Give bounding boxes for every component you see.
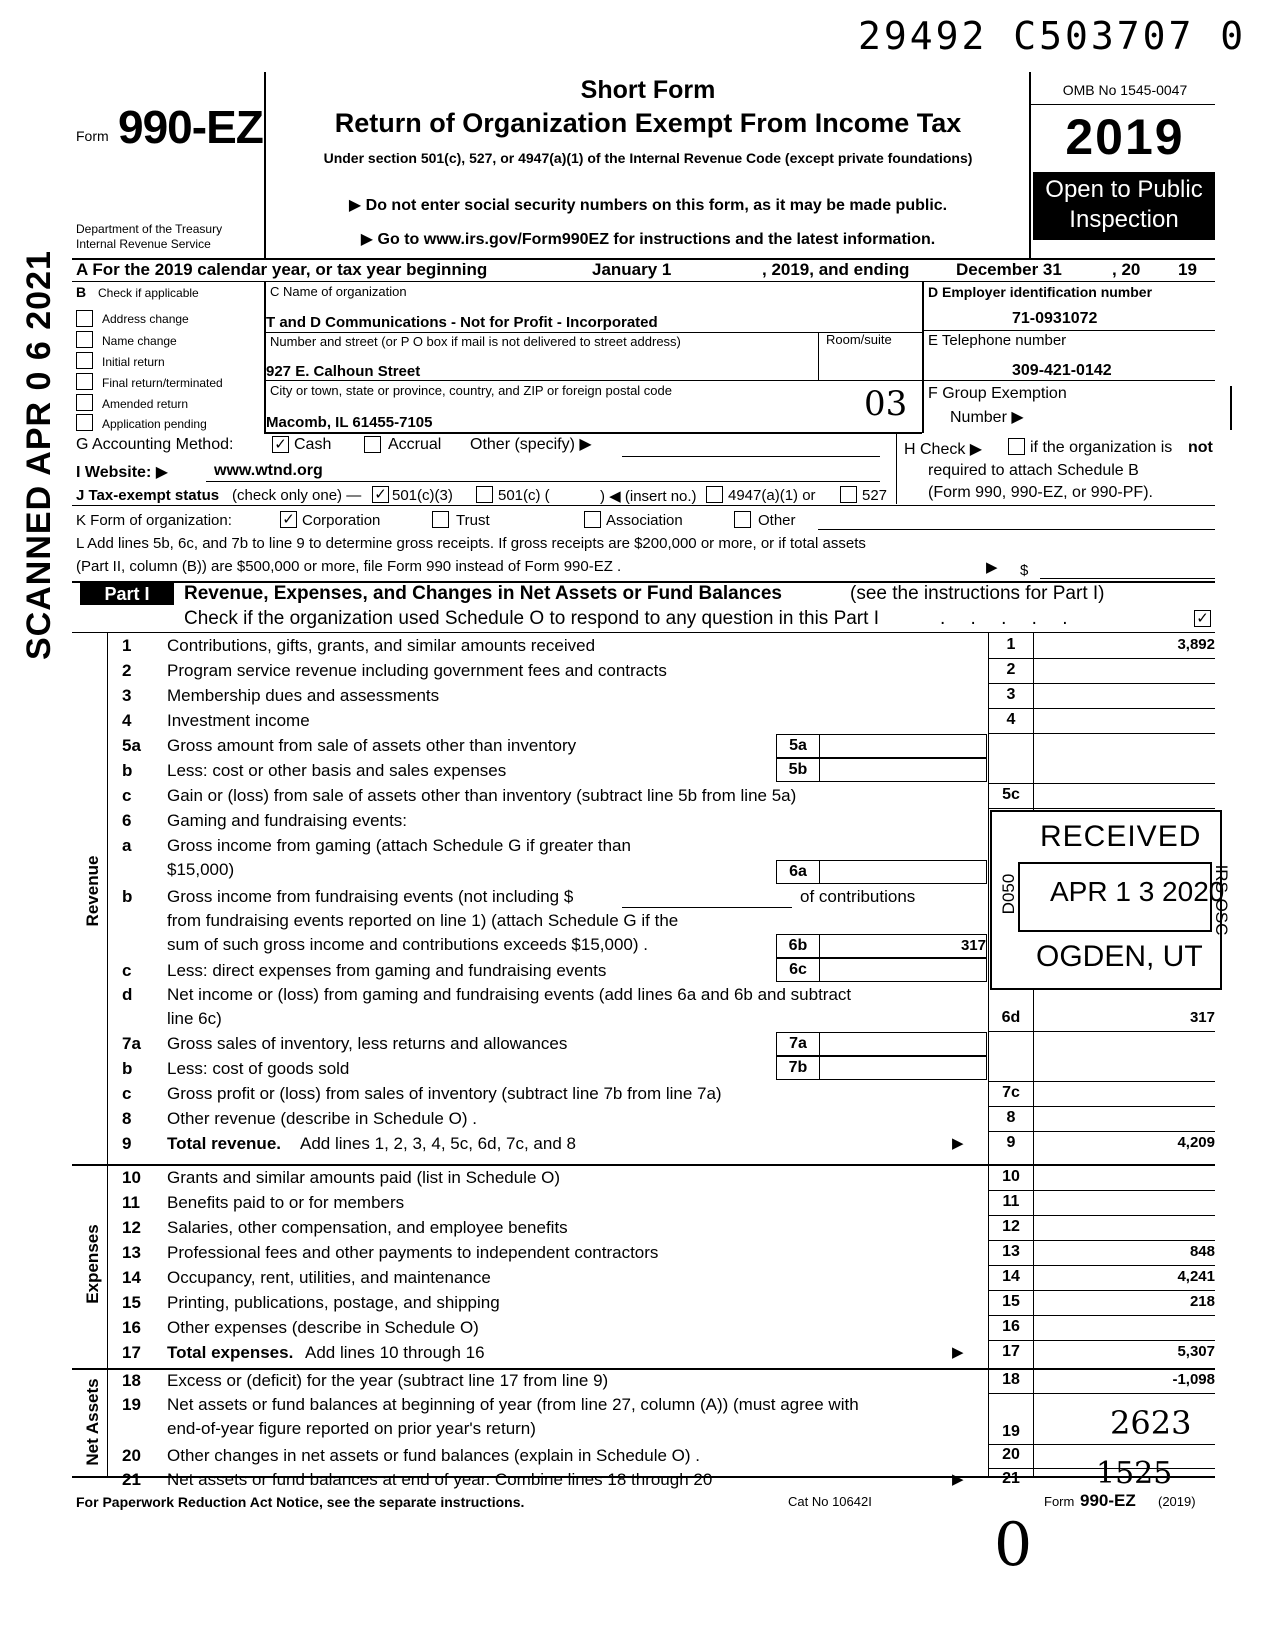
line-15: 15 Printing, publications, postage, and shipping 15 218 bbox=[122, 1293, 1215, 1312]
form-title: Return of Organization Exempt From Income Tax bbox=[334, 108, 962, 138]
phone-value[interactable]: 309-421-0142 bbox=[1012, 362, 1112, 379]
box-b-title: Check if applicable bbox=[98, 286, 199, 300]
handwritten-code: 03 bbox=[864, 384, 908, 424]
line-15-amount[interactable]: 218 bbox=[1189, 1293, 1215, 1310]
501c3-label: 501(c)(3) bbox=[392, 487, 453, 504]
part-1-title-note: (see the instructions for Part I) bbox=[850, 583, 1105, 604]
name-change-label: Name change bbox=[102, 334, 177, 348]
line-6a-box: 6a bbox=[776, 860, 820, 884]
group-exemption-number-label: Number ▶ bbox=[950, 409, 1024, 426]
scanned-stamp: SCANNED APR 0 6 2021 bbox=[20, 250, 58, 660]
line-1-amount[interactable]: 3,892 bbox=[1177, 636, 1215, 653]
line-5b-amount[interactable] bbox=[818, 758, 987, 782]
line-7c: c Gross profit or (loss) from sales of inventory (subtract line 7b from line 7a) 7c bbox=[122, 1084, 1020, 1103]
received-stamp-date: APR 1 3 2020 bbox=[1050, 876, 1225, 907]
schedule-b-checkbox[interactable] bbox=[1008, 438, 1025, 455]
line-19-cont: end-of-year figure reported on prior year's return) 19 bbox=[167, 1419, 1020, 1440]
line-14: 14 Occupancy, rent, utilities, and maintenance 14 4,241 bbox=[122, 1268, 1215, 1287]
open-to-public-text: Open to Public bbox=[1045, 176, 1203, 203]
document-locator-number: 29492 C503707 0 bbox=[858, 14, 1247, 58]
form-title-short: Short Form bbox=[580, 76, 716, 104]
line-6a-amount[interactable] bbox=[818, 860, 987, 884]
line-19-amount-handwritten[interactable]: 2623 bbox=[1110, 1404, 1192, 1442]
line-4: 4 Investment income 4 bbox=[122, 711, 1016, 730]
line-h-text-2: required to attach Schedule B bbox=[928, 462, 1139, 479]
schedule-o-checkbox[interactable]: ✓ bbox=[1194, 610, 1211, 627]
line-2: 2 Program service revenue including government fees and contracts 2 bbox=[122, 661, 1016, 680]
line-6b-box: 6b bbox=[776, 934, 820, 958]
corporation-label: Corporation bbox=[302, 512, 381, 529]
instructions-link: ▶ Go to www.irs.gov/Form990EZ for instructions and the latest information. bbox=[360, 231, 936, 248]
part-1-tag: Part I bbox=[80, 583, 174, 605]
part-1-title: Revenue, Expenses, and Changes in Net Assets or Fund Balances bbox=[184, 583, 782, 604]
amended-return-label: Amended return bbox=[102, 397, 189, 411]
line-11: 11 Benefits paid to or for members 11 bbox=[122, 1193, 1020, 1212]
line-8: 8 Other revenue (describe in Schedule O) . 8 bbox=[122, 1109, 1016, 1128]
tax-year-end: December 31 bbox=[956, 260, 1062, 279]
ssn-warning: ▶ Do not enter social security numbers on this form, as it may be made public. bbox=[348, 197, 948, 214]
line-a-mid: , 2019, and ending bbox=[762, 260, 910, 279]
org-name-label: C Name of organization bbox=[270, 284, 407, 299]
accrual-checkbox[interactable] bbox=[364, 436, 381, 453]
cash-label: Cash bbox=[294, 436, 332, 453]
expenses-side-label: Expenses bbox=[83, 1224, 102, 1304]
tax-year-begin: January 1 bbox=[592, 260, 672, 279]
line-3: 3 Membership dues and assessments 3 bbox=[122, 686, 1016, 705]
line-h-text: if the organization is bbox=[1030, 439, 1173, 456]
line-12: 12 Salaries, other compensation, and employee benefits 12 bbox=[122, 1218, 1020, 1237]
line-21-amount-handwritten[interactable]: 1525 bbox=[1096, 1456, 1173, 1491]
line-1: 1 Contributions, gifts, grants, and similar amounts received 1 3,892 bbox=[122, 636, 1215, 655]
bottom-handwritten-mark: 0 bbox=[994, 1510, 1033, 1580]
received-stamp-code-left: D050 bbox=[999, 873, 1018, 915]
corporation-checkbox[interactable]: ✓ bbox=[280, 511, 297, 528]
accrual-label: Accrual bbox=[388, 436, 442, 453]
line-16: 16 Other expenses (describe in Schedule O) 16 bbox=[122, 1318, 1020, 1337]
line-6c-amount[interactable] bbox=[818, 958, 987, 982]
footer-form-number: 990-EZ bbox=[1080, 1491, 1136, 1510]
501c3-checkbox[interactable]: ✓ bbox=[372, 486, 389, 503]
inspection-text: Inspection bbox=[1069, 206, 1179, 233]
line-7b: b Less: cost of goods sold bbox=[122, 1059, 350, 1078]
line-5a-box: 5a bbox=[776, 734, 820, 758]
received-stamp-city: OGDEN, UT bbox=[1036, 940, 1203, 973]
line-13: 13 Professional fees and other payments to independent contractors 13 848 bbox=[122, 1243, 1215, 1262]
form-number: 990-EZ bbox=[118, 101, 263, 153]
line-h-not: not bbox=[1188, 439, 1213, 456]
website-label: I Website: ▶ bbox=[76, 464, 169, 481]
initial-return-label: Initial return bbox=[102, 355, 165, 369]
association-checkbox[interactable] bbox=[584, 511, 601, 528]
line-6b-cont: from fundraising events reported on line 1) (attach Schedule G if the bbox=[167, 911, 679, 930]
line-k-label: K Form of organization: bbox=[76, 512, 232, 529]
line-6b-cont-2: sum of such gross income and contributions exceeds $15,000) . bbox=[167, 935, 648, 954]
line-h-label: H Check ▶ bbox=[904, 441, 983, 458]
line-l-arrow: ▶ bbox=[986, 559, 998, 576]
line-7a-amount[interactable] bbox=[818, 1032, 987, 1056]
form-subtitle: Under section 501(c), 527, or 4947(a)(1) of the Internal Revenue Code (except private foundations) bbox=[323, 150, 973, 166]
line-l-text-1: L Add lines 5b, 6c, and 7b to line 9 to determine gross receipts. If gross receipts are $200,000 or more, or if total assets bbox=[76, 535, 866, 552]
line-5b: b Less: cost or other basis and sales expenses bbox=[122, 761, 507, 780]
line-6a-cont: $15,000) bbox=[167, 860, 235, 879]
website-value[interactable]: www.wtnd.org bbox=[214, 462, 323, 479]
address-change-checkbox[interactable] bbox=[76, 310, 93, 327]
line-g-label: G Accounting Method: bbox=[76, 436, 234, 453]
line-6d: d Net income or (loss) from gaming and fundraising events (add lines 6a and 6b and subtract bbox=[122, 985, 852, 1004]
footer-paperwork-notice: For Paperwork Reduction Act Notice, see the separate instructions. bbox=[76, 1494, 525, 1510]
received-stamp-title: RECEIVED bbox=[1040, 820, 1202, 853]
line-6b-amount[interactable]: 317 bbox=[818, 934, 987, 958]
line-7b-box: 7b bbox=[776, 1056, 820, 1080]
line-14-amount[interactable]: 4,241 bbox=[1177, 1268, 1215, 1285]
527-checkbox[interactable] bbox=[840, 486, 857, 503]
other-org-checkbox[interactable] bbox=[734, 511, 751, 528]
trust-label: Trust bbox=[456, 512, 490, 529]
line-6b-contributions-label: of contributions bbox=[800, 887, 916, 906]
line-19: 19 Net assets or fund balances at beginning of year (from line 27, column (A)) (must agree with bbox=[122, 1395, 859, 1414]
line-20: 20 Other changes in net assets or fund balances (explain in Schedule O) . 20 bbox=[122, 1446, 1020, 1465]
line-6c-box: 6c bbox=[776, 958, 820, 982]
line-l-text-2: (Part II, column (B)) are $500,000 or more, file Form 990 instead of Form 990-EZ . bbox=[76, 558, 622, 575]
ein-value[interactable]: 71-0931072 bbox=[1012, 310, 1098, 327]
irs-name: Internal Revenue Service bbox=[76, 237, 211, 251]
line-5a: 5a Gross amount from sale of assets other than inventory bbox=[122, 736, 577, 755]
dept-treasury: Department of the Treasury bbox=[76, 222, 223, 236]
line-6d-amount[interactable]: 317 bbox=[1189, 1009, 1215, 1026]
street-address[interactable]: 927 E. Calhoun Street bbox=[266, 363, 421, 380]
application-pending-label: Application pending bbox=[102, 417, 207, 431]
line-21: 21 Net assets or fund balances at end of year. Combine lines 18 through 20 21 bbox=[122, 1470, 1020, 1489]
line-j-label: J Tax-exempt status bbox=[76, 487, 220, 504]
line-10: 10 Grants and similar amounts paid (list in Schedule O) 10 bbox=[122, 1168, 1020, 1187]
line-6d-cont: line 6c) 6d 317 bbox=[167, 1009, 1215, 1028]
501c-checkbox[interactable] bbox=[476, 486, 493, 503]
group-exemption-label: F Group Exemption bbox=[928, 385, 1067, 402]
other-method-label: Other (specify) ▶ bbox=[470, 436, 592, 453]
initial-return-checkbox[interactable] bbox=[76, 352, 93, 369]
name-change-checkbox[interactable] bbox=[76, 331, 93, 348]
box-b-letter: B bbox=[76, 284, 87, 300]
line-l-dollar: $ bbox=[1020, 562, 1029, 579]
received-stamp-code-right: IRS-OSC bbox=[1212, 864, 1231, 936]
tax-year: 2019 bbox=[1065, 109, 1185, 165]
line-6a: a Gross income from gaming (attach Schedule G if greater than bbox=[122, 836, 631, 855]
insert-no-label: ) ◀ (insert no.) bbox=[600, 488, 697, 505]
footer-form-prefix: Form bbox=[1044, 1494, 1075, 1509]
line-7a: 7a Gross sales of inventory, less returns and allowances bbox=[122, 1034, 568, 1053]
line-6b: b Gross income from fundraising events (not including $ bbox=[122, 887, 574, 906]
line-17-amount[interactable]: 5,307 bbox=[1177, 1343, 1215, 1360]
revenue-side-label: Revenue bbox=[83, 855, 102, 927]
schedule-o-check-text: Check if the organization used Schedule O to respond to any question in this Part I bbox=[184, 608, 879, 629]
trust-checkbox[interactable] bbox=[432, 511, 449, 528]
city-label: City or town, state or province, country, and ZIP or foreign postal code bbox=[270, 383, 672, 398]
line-5b-box: 5b bbox=[776, 758, 820, 782]
line-6: 6 Gaming and fundraising events: bbox=[122, 811, 408, 830]
tax-year-end-yr: 19 bbox=[1178, 260, 1197, 279]
omb-number: OMB No 1545-0047 bbox=[1062, 82, 1188, 98]
org-name[interactable]: T and D Communications - Not for Profit - Incorporated bbox=[266, 314, 658, 331]
association-label: Association bbox=[606, 512, 683, 529]
line-9-amount[interactable]: 4,209 bbox=[1177, 1134, 1215, 1151]
line-17: 17 Total expenses. Add lines 10 through 16 17 5,307 bbox=[122, 1343, 1215, 1362]
form-word: Form bbox=[76, 128, 109, 144]
line-5c: c Gain or (loss) from sale of assets other than inventory (subtract line 5b from line 5a) 5c bbox=[122, 786, 1020, 805]
street-label: Number and street (or P O box if mail is not delivered to street address) bbox=[270, 334, 681, 349]
4947-label: 4947(a)(1) or bbox=[728, 487, 816, 504]
line-18-amount[interactable]: -1,098 bbox=[1172, 1371, 1215, 1388]
tax-year-century: , 20 bbox=[1112, 260, 1141, 279]
final-return-label: Final return/terminated bbox=[102, 376, 223, 390]
phone-label: E Telephone number bbox=[928, 332, 1067, 349]
ein-label: D Employer identification number bbox=[928, 284, 1153, 300]
527-label: 527 bbox=[862, 487, 888, 504]
address-change-label: Address change bbox=[102, 312, 189, 326]
501c-label: 501(c) ( bbox=[498, 487, 550, 504]
line-7b-amount[interactable] bbox=[818, 1056, 987, 1080]
line-h-text-3: (Form 990, 990-EZ, or 990-PF). bbox=[928, 484, 1153, 501]
application-pending-checkbox[interactable] bbox=[76, 414, 93, 431]
footer-cat-no: Cat No 10642I bbox=[788, 1494, 872, 1509]
line-18: 18 Excess or (deficit) for the year (subtract line 17 from line 9) 18 -1,098 bbox=[122, 1371, 1215, 1390]
line-7a-box: 7a bbox=[776, 1032, 820, 1056]
net-assets-side-label: Net Assets bbox=[83, 1378, 102, 1466]
final-return-checkbox[interactable] bbox=[76, 373, 93, 390]
line-5a-amount[interactable] bbox=[818, 734, 987, 758]
city-state-zip[interactable]: Macomb, IL 61455-7105 bbox=[266, 414, 433, 431]
line-6c: c Less: direct expenses from gaming and fundraising events bbox=[122, 961, 607, 980]
footer-form-year: (2019) bbox=[1158, 1494, 1196, 1509]
cash-checkbox[interactable]: ✓ bbox=[272, 436, 289, 453]
line-9: 9 Total revenue. Add lines 1, 2, 3, 4, 5c, 6d, 7c, and 8 9 4,209 bbox=[122, 1134, 1215, 1153]
room-suite-label: Room/suite bbox=[826, 332, 892, 347]
other-org-label: Other bbox=[758, 512, 796, 529]
4947-checkbox[interactable] bbox=[706, 486, 723, 503]
line-a-label: A For the 2019 calendar year, or tax year beginning bbox=[76, 260, 488, 279]
line-13-amount[interactable]: 848 bbox=[1189, 1243, 1215, 1260]
line-j-label-2: (check only one) — bbox=[232, 487, 362, 504]
amended-return-checkbox[interactable] bbox=[76, 394, 93, 411]
